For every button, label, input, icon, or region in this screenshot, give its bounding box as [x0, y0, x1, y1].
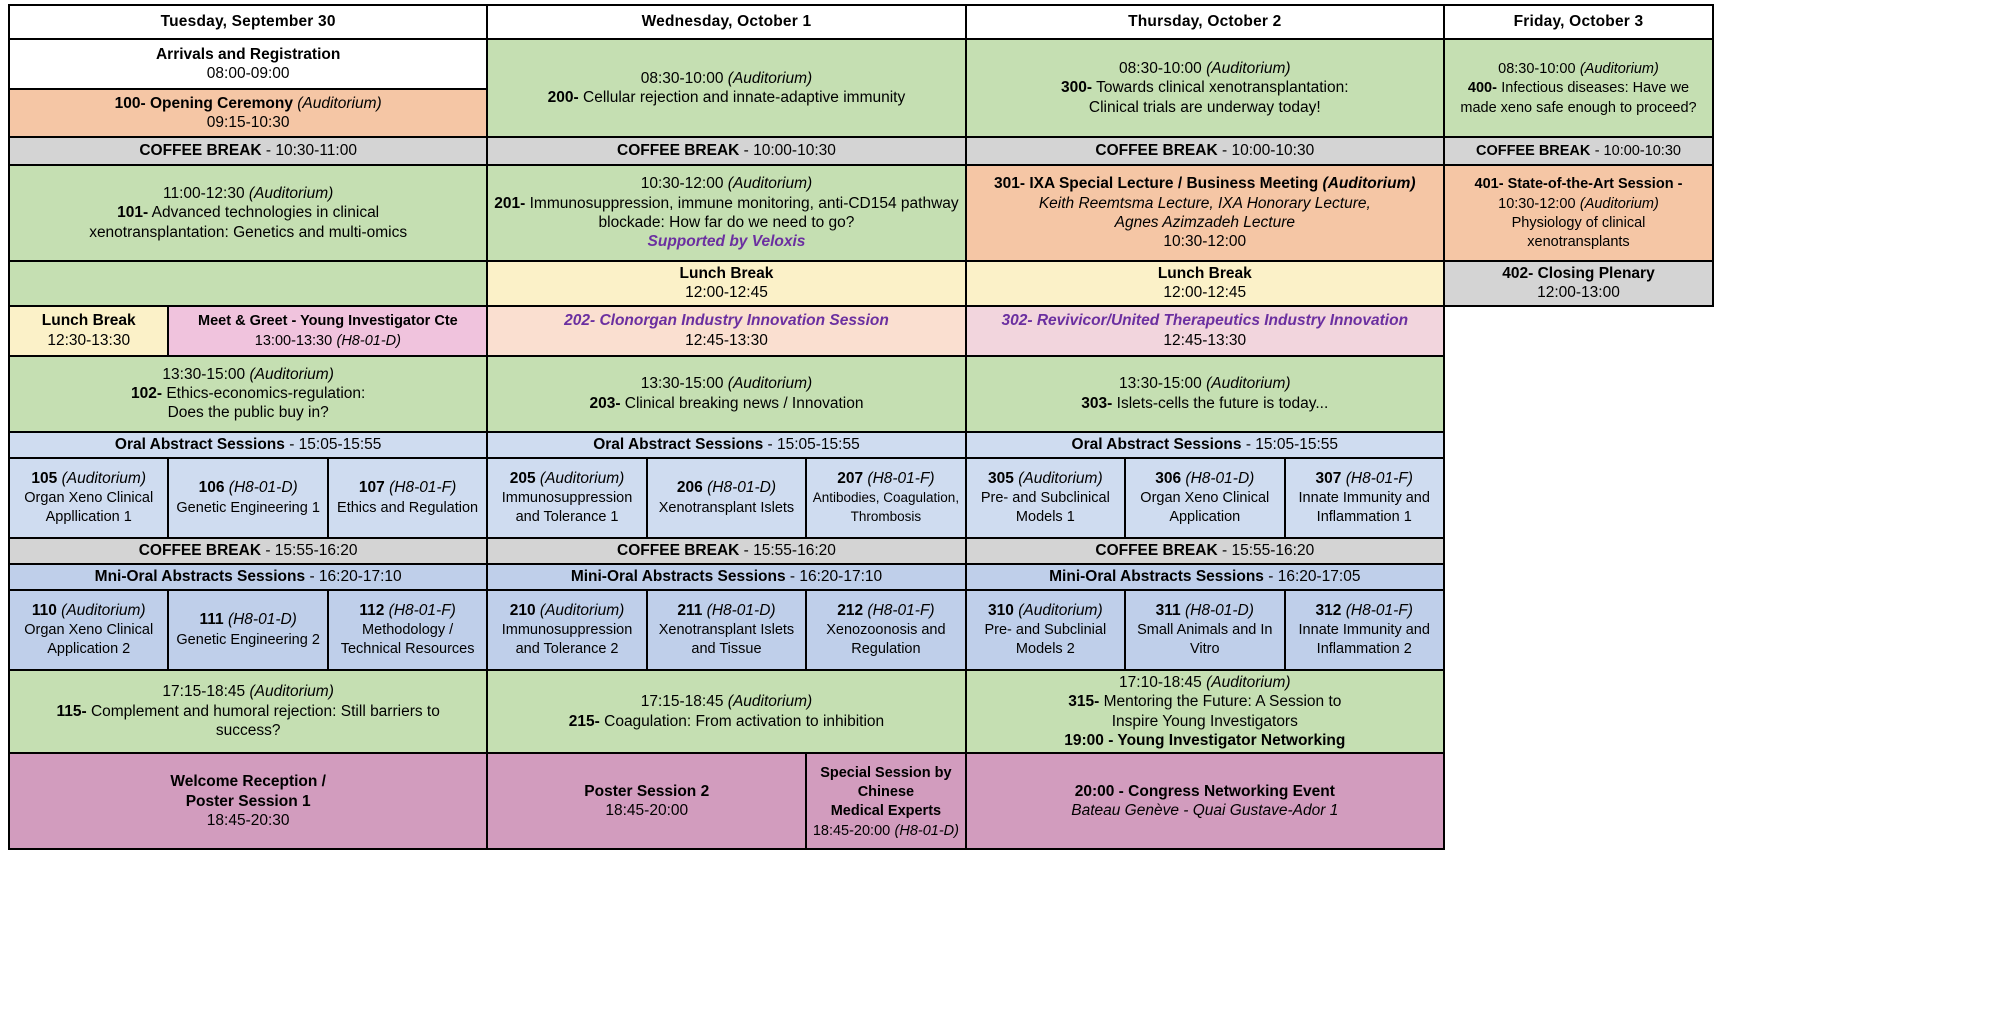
tue-session-102: 13:30-15:00 (Auditorium) 102- Ethics-economics-regulation: Does the public buy in?	[9, 356, 487, 432]
wed-mini-212: 212 (H8-01-F) Xenozoonosis and Regulation	[806, 590, 965, 670]
fri-session-400: 08:30-10:00 (Auditorium) 400- Infectious diseases: Have we made xeno safe enough to proceed?	[1444, 39, 1713, 137]
tue-oral-header: Oral Abstract Sessions - 15:05-15:55	[9, 432, 487, 458]
tue-mini-112: 112 (H8-01-F) Methodology / Technical Resources	[328, 590, 487, 670]
row-lunch-upper	[9, 261, 1713, 306]
tue-coffee-break-1: COFFEE BREAK - 10:30-11:00	[9, 137, 487, 165]
tue-arrivals: Arrivals and Registration 08:00-09:00	[9, 39, 487, 89]
thu-session-315: 17:10-18:45 (Auditorium) 315- Mentoring the Future: A Session to Inspire Young Investigators 19:00 - Young Investigator Networking	[966, 670, 1444, 754]
programme-grid	[8, 4, 1714, 850]
tue-meet-and-greet: Meet & Greet - Young Investigator Cte 13:00-13:30 (H8-01-D)	[168, 306, 487, 356]
fri-coffee-break-1: COFFEE BREAK - 10:00-10:30	[1444, 137, 1713, 165]
tue-opening-ceremony: 100- Opening Ceremony (Auditorium) 09:15-10:30	[9, 89, 487, 137]
wed-oral-207: 207 (H8-01-F) Antibodies, Coagulation, Thrombosis	[806, 458, 965, 538]
wed-oral-header: Oral Abstract Sessions - 15:05-15:55	[487, 432, 965, 458]
thu-congress-networking-event: 20:00 - Congress Networking Event Bateau Genève - Quai Gustave-Ador 1	[966, 753, 1444, 849]
wed-poster-session-2: Poster Session 2 18:45-20:00	[487, 753, 806, 849]
row-lunch-industry	[9, 306, 1713, 356]
thu-session-302-industry: 302- Revivicor/United Therapeutics Industry Innovation 12:45-13:30	[966, 306, 1444, 356]
thu-mini-310: 310 (Auditorium) Pre- and Subclinial Models 2	[966, 590, 1125, 670]
wed-lunch-break: Lunch Break 12:00-12:45	[487, 261, 965, 306]
tue-oral-107: 107 (H8-01-F) Ethics and Regulation	[328, 458, 487, 538]
day-header-row	[9, 5, 1713, 39]
wed-session-202-industry: 202- Clonorgan Industry Innovation Session 12:45-13:30	[487, 306, 965, 356]
day-header-tuesday: Tuesday, September 30	[9, 5, 487, 39]
wed-oral-206: 206 (H8-01-D) Xenotransplant Islets	[647, 458, 806, 538]
row-coffee-1	[9, 137, 1713, 165]
tue-session-101-continued	[9, 261, 487, 306]
tue-session-101: 11:00-12:30 (Auditorium) 101- Advanced technologies in clinical xenotransplantation: Genetics and multi-omics	[9, 165, 487, 261]
tue-lunch-break: Lunch Break 12:30-13:30	[9, 306, 168, 356]
thu-oral-306: 306 (H8-01-D) Organ Xeno Clinical Application	[1125, 458, 1284, 538]
thu-coffee-break-2: COFFEE BREAK - 15:55-16:20	[966, 538, 1444, 564]
day-header-thursday: Thursday, October 2	[966, 5, 1444, 39]
row-morning-1	[9, 39, 1713, 89]
thu-mini-header: Mini-Oral Abstracts Sessions - 16:20-17:05	[966, 564, 1444, 590]
thu-session-301: 301- IXA Special Lecture / Business Meeting (Auditorium) Keith Reemtsma Lecture, IXA Honorary Lecture, Agnes Azimzadeh Lecture 10:30-12:00	[966, 165, 1444, 261]
tue-oral-106: 106 (H8-01-D) Genetic Engineering 1	[168, 458, 327, 538]
wed-mini-header: Mini-Oral Abstracts Sessions - 16:20-17:10	[487, 564, 965, 590]
thu-oral-305: 305 (Auditorium) Pre- and Subclinical Models 1	[966, 458, 1125, 538]
wed-session-215: 17:15-18:45 (Auditorium) 215- Coagulation: From activation to inhibition	[487, 670, 965, 754]
wed-coffee-break-2: COFFEE BREAK - 15:55-16:20	[487, 538, 965, 564]
tue-session-115: 17:15-18:45 (Auditorium) 115- Complement and humoral rejection: Still barriers to success?	[9, 670, 487, 754]
thu-session-303: 13:30-15:00 (Auditorium) 303- Islets-cells the future is today...	[966, 356, 1444, 432]
tue-mini-111: 111 (H8-01-D) Genetic Engineering 2	[168, 590, 327, 670]
fri-session-402: 402- Closing Plenary 12:00-13:00	[1444, 261, 1713, 306]
fri-session-401: 401- State-of-the-Art Session - 10:30-12:00 (Auditorium) Physiology of clinical xenotransplants	[1444, 165, 1713, 261]
thu-lunch-break: Lunch Break 12:00-12:45	[966, 261, 1444, 306]
thu-oral-header: Oral Abstract Sessions - 15:05-15:55	[966, 432, 1444, 458]
day-header-friday: Friday, October 3	[1444, 5, 1713, 39]
thu-coffee-break-1: COFFEE BREAK - 10:00-10:30	[966, 137, 1444, 165]
wed-chinese-special-session: Special Session by Chinese Medical Experts 18:45-20:00 (H8-01-D)	[806, 753, 965, 849]
wed-mini-211: 211 (H8-01-D) Xenotransplant Islets and Tissue	[647, 590, 806, 670]
thu-mini-312: 312 (H8-01-F) Innate Immunity and Inflammation 2	[1285, 590, 1444, 670]
wed-session-203: 13:30-15:00 (Auditorium) 203- Clinical breaking news / Innovation	[487, 356, 965, 432]
wed-session-200: 08:30-10:00 (Auditorium) 200- Cellular rejection and innate-adaptive immunity	[487, 39, 965, 137]
tue-mini-110: 110 (Auditorium) Organ Xeno Clinical Application 2	[9, 590, 168, 670]
tue-oral-105: 105 (Auditorium) Organ Xeno Clinical Appllication 1	[9, 458, 168, 538]
thu-session-300: 08:30-10:00 (Auditorium) 300- Towards clinical xenotransplantation: Clinical trials are underway today!	[966, 39, 1444, 137]
tue-welcome-reception: Welcome Reception / Poster Session 1 18:45-20:30	[9, 753, 487, 849]
row-late-morning	[9, 165, 1713, 261]
tue-mini-header: Mni-Oral Abstracts Sessions - 16:20-17:10	[9, 564, 487, 590]
wed-mini-210: 210 (Auditorium) Immunosuppression and Tolerance 2	[487, 590, 646, 670]
wed-oral-205: 205 (Auditorium) Immunosuppression and Tolerance 1	[487, 458, 646, 538]
tue-coffee-break-2: COFFEE BREAK - 15:55-16:20	[9, 538, 487, 564]
thu-oral-307: 307 (H8-01-F) Innate Immunity and Inflammation 1	[1285, 458, 1444, 538]
day-header-wednesday: Wednesday, October 1	[487, 5, 965, 39]
thu-mini-311: 311 (H8-01-D) Small Animals and In Vitro	[1125, 590, 1284, 670]
wed-session-201: 10:30-12:00 (Auditorium) 201- Immunosuppression, immune monitoring, anti-CD154 pathway blockade: How far do we need to go? Supported by Veloxis	[487, 165, 965, 261]
friday-empty-area	[1444, 306, 1713, 850]
wed-coffee-break-1: COFFEE BREAK - 10:00-10:30	[487, 137, 965, 165]
